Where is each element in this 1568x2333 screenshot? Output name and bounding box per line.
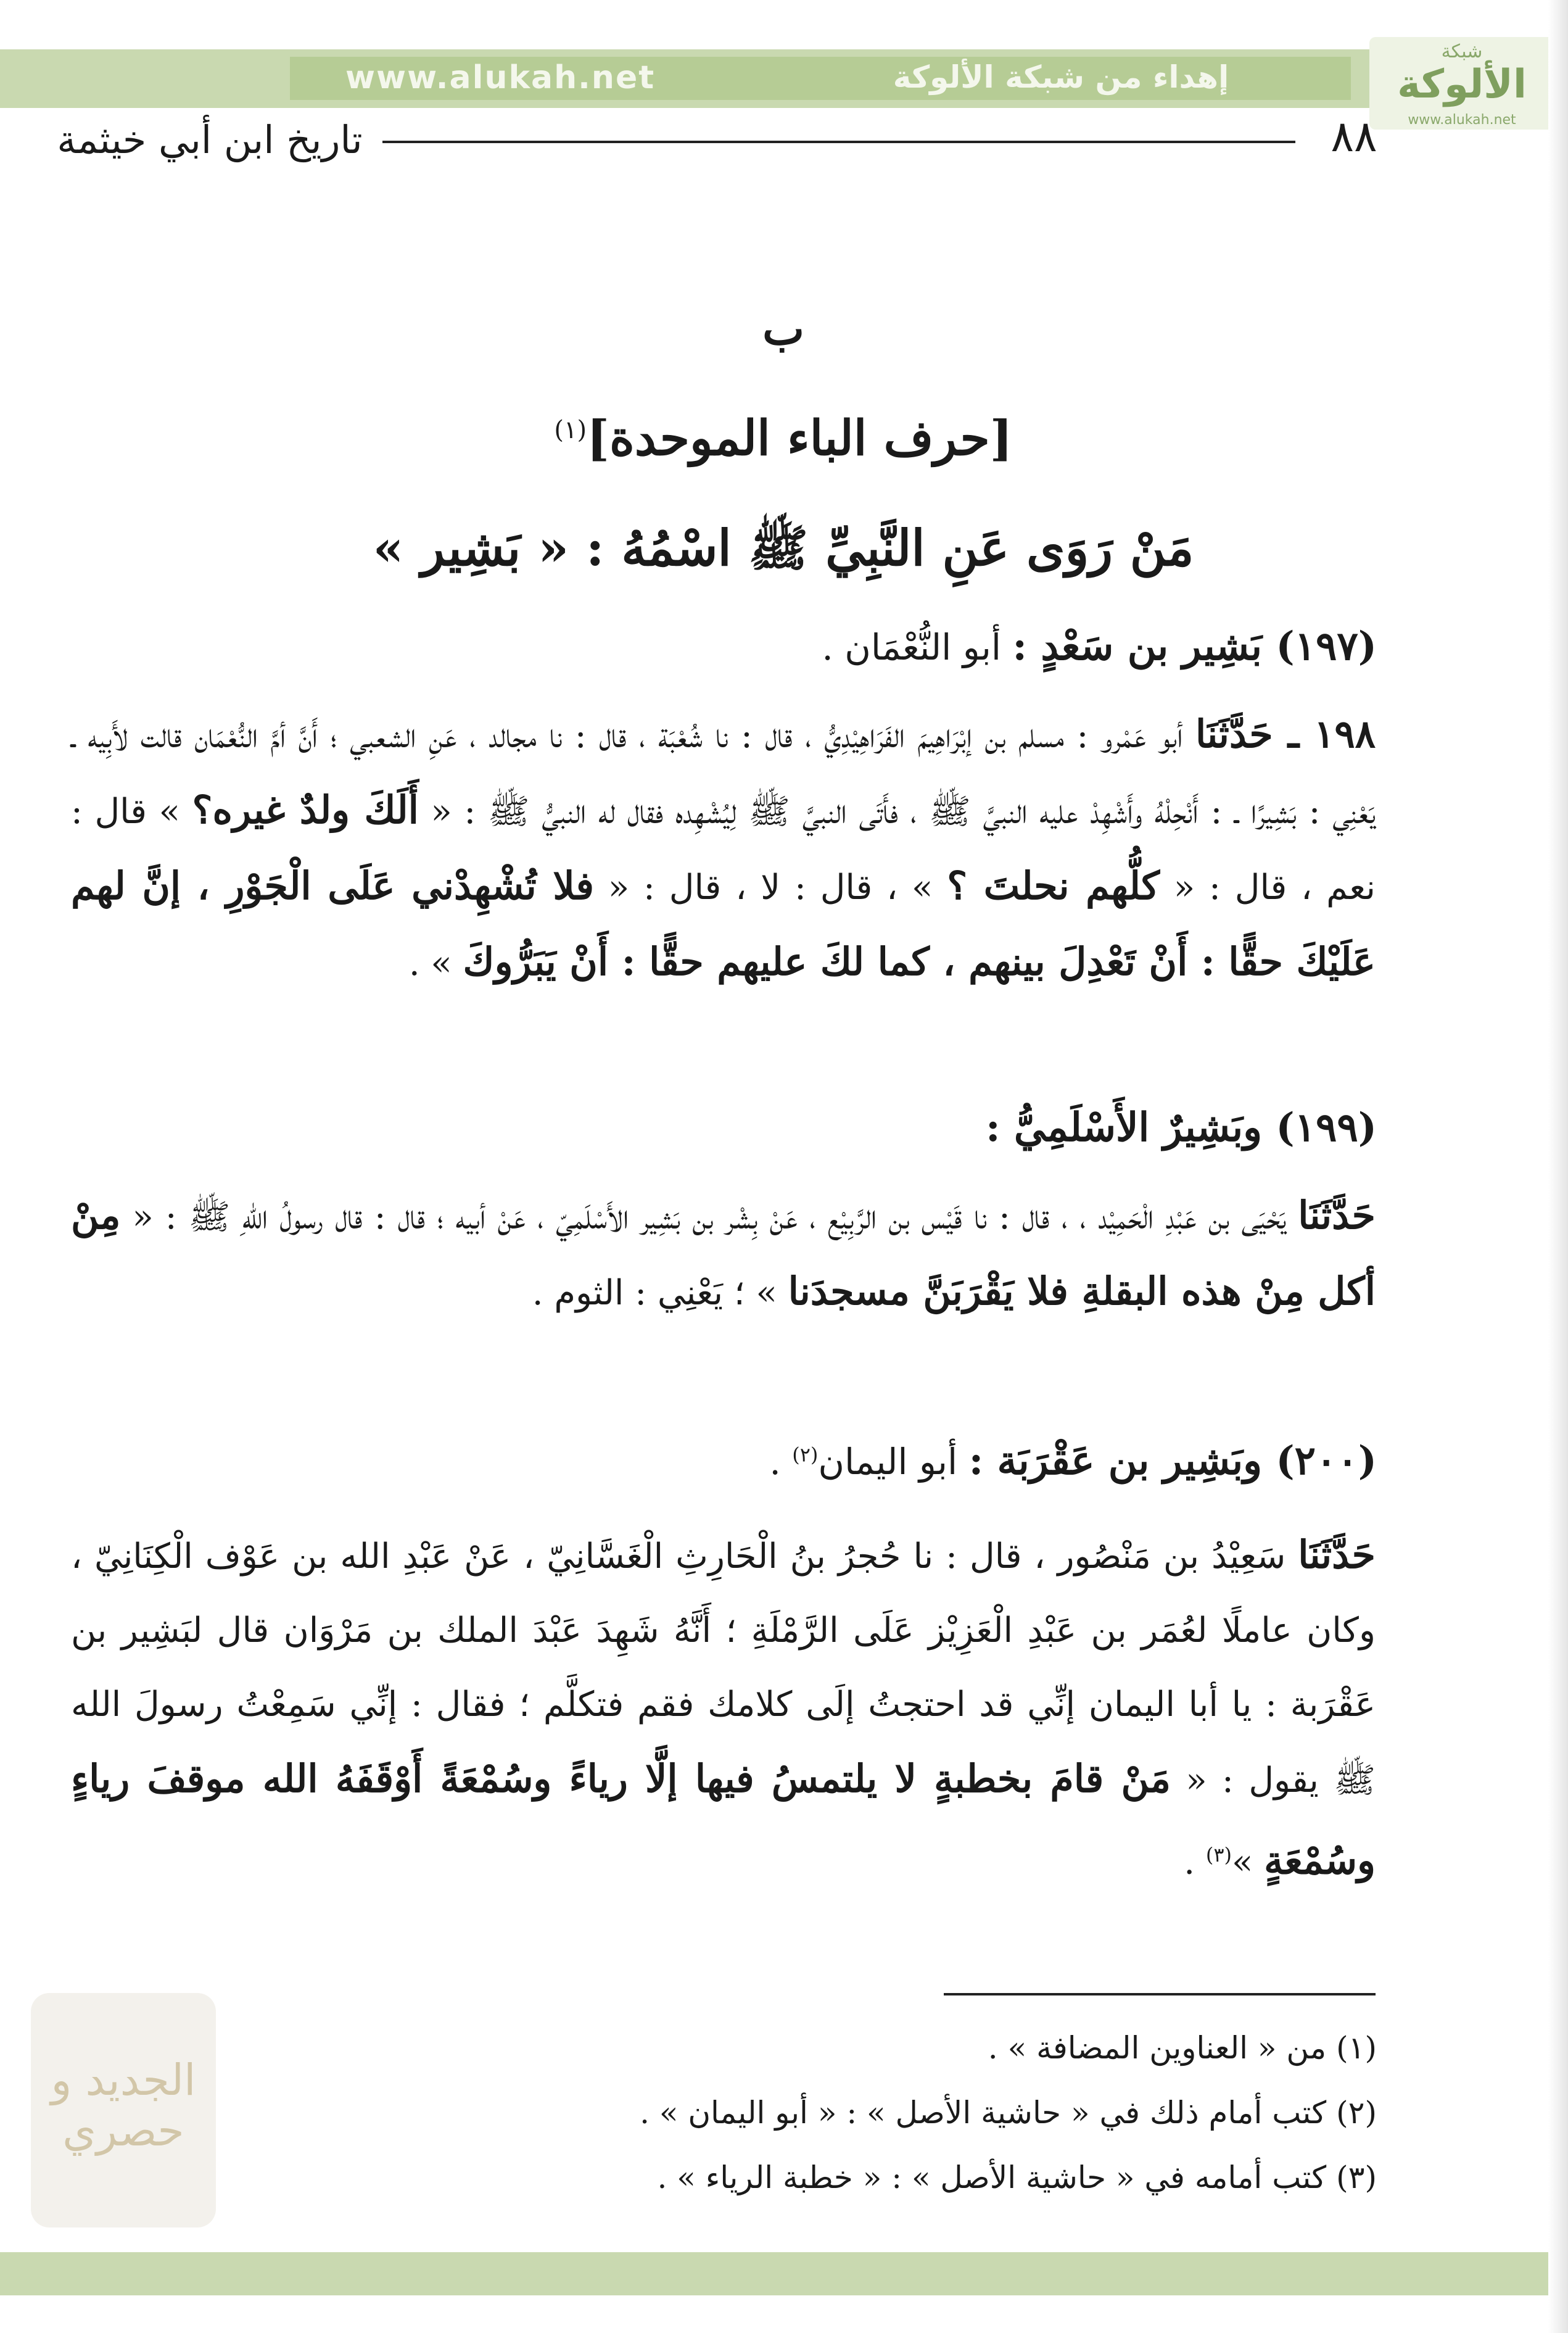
entry-197 [205,623,1377,669]
page-number: ٨٨ [1331,111,1377,162]
footnote-ref: (٢) [792,1443,819,1467]
entry-title: (١٩٩) وبَشِيرٌ الأَسْلَمِيُّ : [985,1104,1377,1151]
footnote-rule [944,1993,1376,1995]
hadith-quote: مَنْ قامَ بخطبةٍ لا يلتمسُ فيها إلَّا رياءً وسُمْعَةً أَوْقَفَهُ الله موقفَ رياءٍ وسُمْعَةٍ [71,1756,1376,1883]
entry-tail: . [769,1441,781,1483]
hadith-text: » قال : نعم ، قال : « [71,792,1376,908]
watermark-stamp-text: الجديد و حصري [51,2055,196,2156]
chapter-heading [432,410,1135,466]
entry-200 [205,1438,1377,1484]
hadith-lead: حَدَّثَنَا [1298,1532,1376,1577]
entry-text: أبو النُّعْمَان . [822,626,1001,668]
scan-edge [1548,0,1568,2333]
banner-url: www.alukah.net [345,59,656,96]
hadith-tail: . [1184,1842,1195,1883]
hadith-lead: ١٩٨ ـ حَدَّثَنَا [1195,711,1376,756]
letter-heading: ب [762,302,804,355]
hadith-text: » ، قال : لا ، قال : « [608,868,933,908]
hadith-text: » ؛ يَعْنِي : الثوم . [532,1273,777,1313]
hadith-lead: حَدَّثَنَا [1298,1193,1376,1238]
bottom-banner [0,2252,1568,2295]
hadith-198 [71,697,1376,1001]
footnote-ref: (٣) [1205,1843,1232,1867]
hadith-text: سَعِيْدُ بن مَنْصُور ، قال : نا حُجرُ بنُ الْحَارِثِ الْغَسَّانِيّ ، عَنْ عَبْدِ الله بن عَوْف الْكِنَانِيّ ، وكان عاملًا لعُمَر بن عَبْدِ الْعَزِيْز عَلَى الرَّمْلَةِ ؛ أَنَّهُ شَهِدَ عَبْدَ الملك بن مَرْوَان قال لبَشِير بن عَقْرَبة : يا أبا اليمان إنِّي قد احتجتُ إلَى كلامك فقم فتكلَّم ؛ فقال : إنِّي سَمِعْتُ رسولَ الله ﷺ يقول : « [71,1536,1376,1801]
logo-top-text: شبكة [1441,41,1483,62]
section-heading: مَنْ رَوَى عَنِ النَّبِيِّ ﷺ اسْمُهُ : « بَشِير » [373,519,1194,577]
hadith-199 [71,1179,1376,1330]
entry-text: أبو اليمان [818,1441,958,1483]
footnote-1: (١) من « العناوين المضافة » . [988,2030,1377,2066]
hadith-quote: مِنْ أكل مِنْ هذه البقلةِ فلا يَقْرَبَنَّ مسجدَنا [71,1193,1376,1314]
hadith-quote: أَلَكَ ولدٌ غيره؟ [192,787,419,832]
running-title: تاريخ ابن أبي خيثمة [57,117,363,162]
entry-199 [205,1104,1377,1151]
hadith-text: أبو عَمْرو : مسلم بن إبْرَاهِيمَ الفَرَاهِيْدِيُّ ، قال : نا شُعْبَة ، قال : نا مجالد ، عَنِ الشعبي ؛ أَنَّ أمَّ النُّعْمَان قالت لأَبِيه ـ يَعْنِي : بَشِيرًا ـ : أَنْحِلْهُ وأَشْهِدْ عليه النبيَّ ﷺ ، فأَتَى النبيَّ ﷺ لِيُشْهِده فقال له النبيُّ ﷺ : « [71,716,1376,832]
footnote-2: (٢) كتب أمام ذلك في « حاشية الأصل » : « أبو اليمان » . [640,2095,1377,2131]
hadith-text: يَحْيَى بن عَبْدِ الْحَمِيْد ، ، قال : نا قَيْس بن الرَّبِيْع ، عَنْ بِشْر بن بَشِير الأَسْلَمِيّ ، عَنْ أبيه ؛ قال : قال رسولُ اللهِ ﷺ : « [132,1197,1287,1237]
hadith-quote: فلا تُشْهِدْني عَلَى الْجَوْرِ ، إنَّ لهم عَلَيْكَ حقًّا : أَنْ تَعْدِلَ بينهم ، كما لكَ عليهم حقًّا : أَنْ يَبَرُّوكَ [71,863,1376,984]
hadith-text: » . [408,943,452,984]
footnote-3: (٣) كتب أمامه في « حاشية الأصل » : « خطبة الرياء » . [657,2160,1377,2195]
entry-title: (١٩٧) بَشِير بن سَعْدٍ : [1012,623,1377,669]
entry-title: (٢٠٠) وبَشِير بن عَقْرَبَة : [968,1438,1377,1484]
logo-url-text: www.alukah.net [1408,112,1516,128]
footnote-ref: (١) [554,416,587,444]
hadith-quote: كلُّهم نحلتَ ؟ [947,863,1160,908]
hadith-text: » [1232,1842,1253,1883]
chapter-title: [حرف الباء الموحدة] [587,410,1013,466]
hadith-200 [71,1518,1376,1900]
logo-main-text: الألوكة [1397,62,1527,107]
header-rule [382,141,1295,143]
banner-gift-text: إهداء من شبكة الألوكة [893,59,1229,95]
